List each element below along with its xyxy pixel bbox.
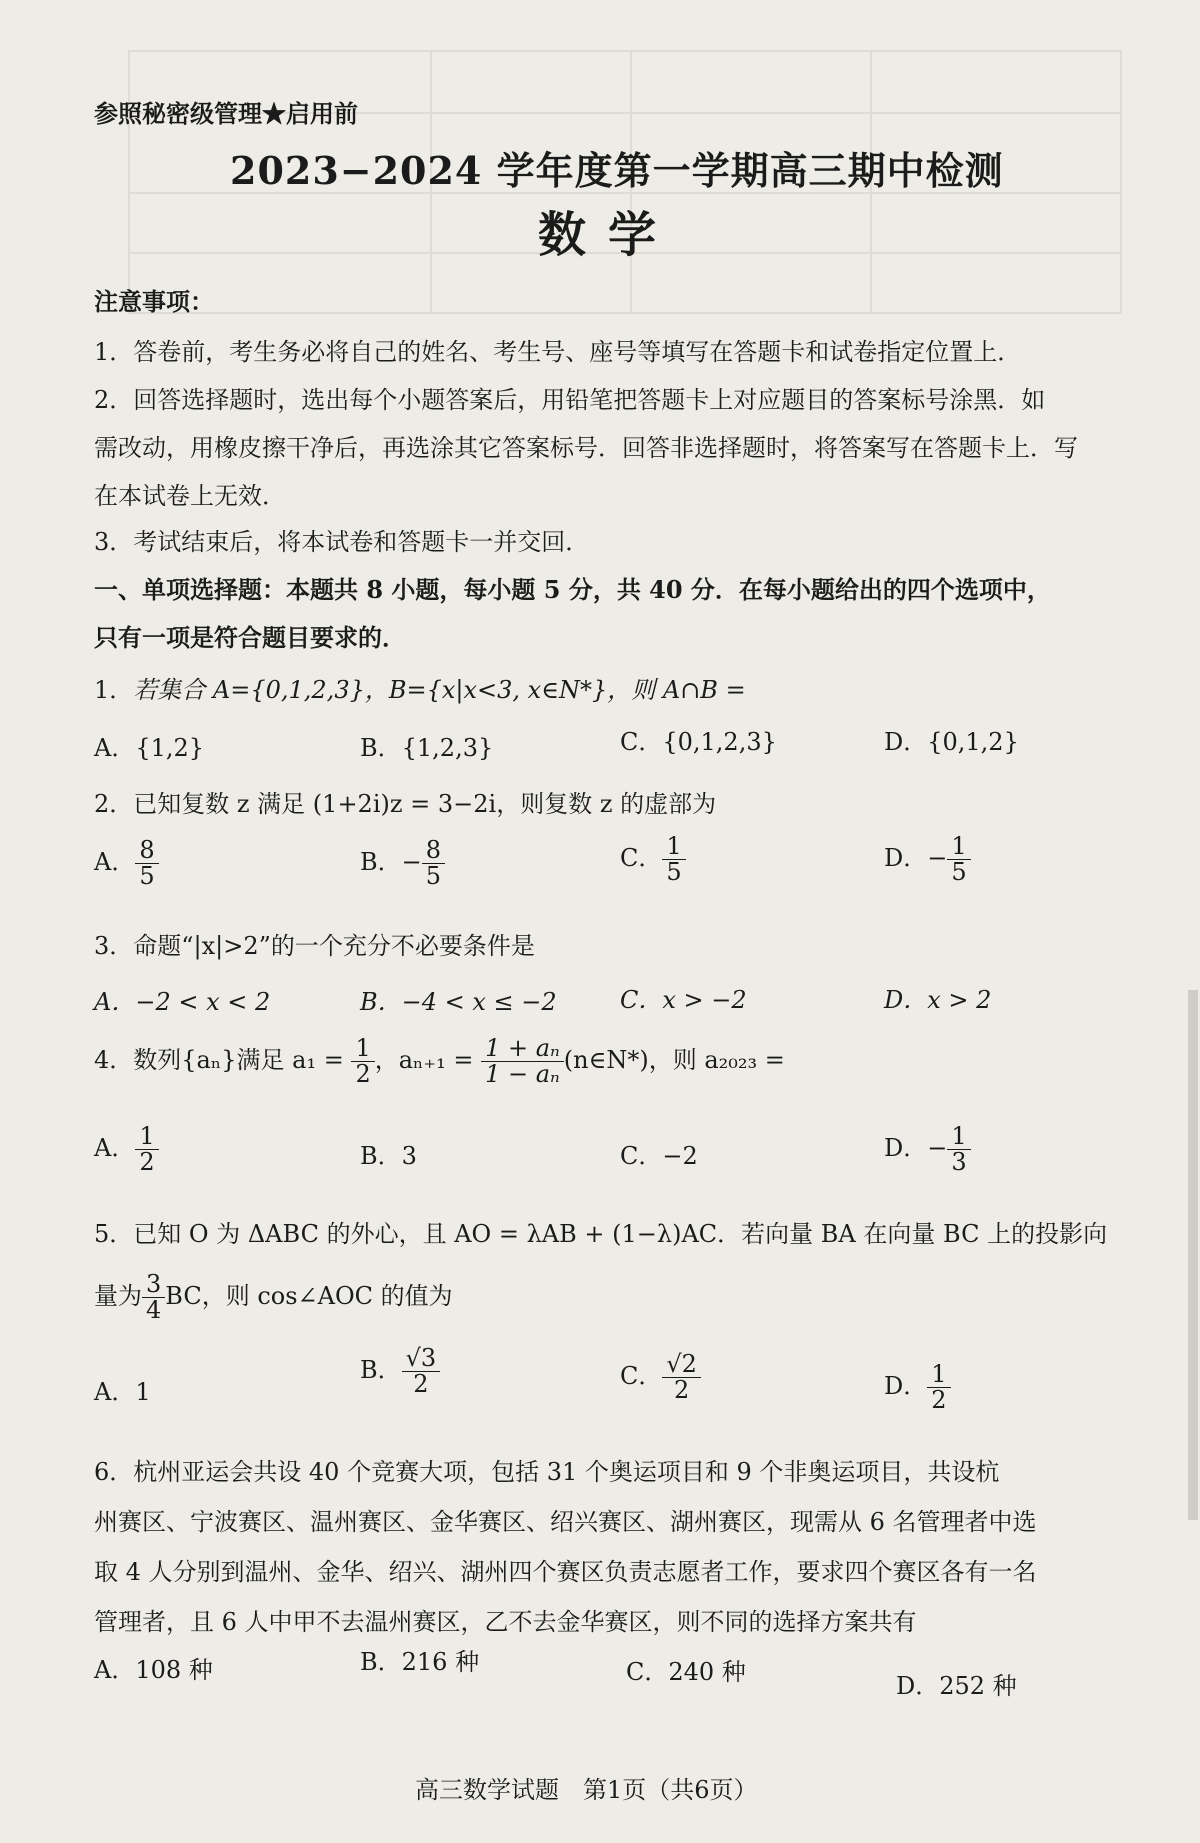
q3-option-a: A．−2 < x < 2: [94, 988, 271, 1016]
question-2: 2．已知复数 z 满足 (1+2i)z = 3−2i，则复数 z 的虚部为: [94, 790, 717, 818]
section-heading: 一、单项选择题：本题共 8 小题，每小题 5 分，共 40 分．在每小题给出的四个选项中，: [94, 575, 1051, 604]
q6-option-c: C．240 种: [626, 1658, 746, 1686]
notice-item: 3．考试结束后，将本试卷和答题卡一并交回．: [94, 528, 590, 556]
question-6: 6．杭州亚运会共设 40 个竞赛大项，包括 31 个奥运项目和 9 个非奥运项目，共设杭: [94, 1458, 1000, 1486]
notice-item: 2．回答选择题时，选出每个小题答案后，用铅笔把答题卡上对应题目的答案标号涂黑．如: [94, 386, 1046, 414]
q3-option-d: D．x > 2: [884, 986, 992, 1014]
subject-title: 数学: [538, 207, 679, 263]
exam-title: 2023−2024 学年度第一学期高三期中检测: [230, 148, 1004, 193]
question-4: 4．数列{aₙ}满足 a₁ = $\frac{1}{2}$ ，aₙ₊₁ = $\frac{\text{1 + aₙ}}{\text{1 − aₙ}}$ (n∈N*)，则 a₂₀₂₃ =: [94, 1034, 785, 1089]
q2-option-b: B．− $\frac{8}{5}$: [360, 838, 445, 889]
notice-item: 需改动，用橡皮擦干净后，再选涂其它答案标号．回答非选择题时，将答案写在答题卡上．写: [94, 434, 1078, 462]
question-6-cont: 取 4 人分别到温州、金华、绍兴、湖州四个赛区负责志愿者工作，要求四个赛区各有一名: [94, 1558, 1037, 1586]
q6-option-a: A．108 种: [94, 1656, 213, 1684]
section-heading-cont: 只有一项是符合题目要求的．: [94, 623, 406, 652]
q4-option-d: D．− $\frac{1}{3}$: [884, 1124, 971, 1175]
question-6-cont: 州赛区、宁波赛区、温州赛区、金华赛区、绍兴赛区、湖州赛区，现需从 6 名管理者中选: [94, 1508, 1037, 1536]
q2-option-c: C． $\frac{1}{5}$: [620, 834, 686, 885]
question-3: 3．命题“|x|>2”的一个充分不必要条件是: [94, 932, 535, 960]
scan-edge-shadow: [1188, 990, 1198, 1520]
q5-option-b: B． $\frac{√3}{2}$: [360, 1346, 440, 1397]
q1-option-b: B．{1,2,3}: [360, 734, 494, 762]
q5-option-d: D． $\frac{1}{2}$: [884, 1362, 951, 1413]
question-1: 1．若集合 A={0,1,2,3}，B={x|x<3, x∈N*}，则 A∩B =: [94, 676, 746, 704]
q5-option-a: A．1: [94, 1378, 151, 1406]
q4-option-b: B．3: [360, 1142, 417, 1170]
q3-option-b: B．−4 < x ≤ −2: [360, 988, 557, 1016]
q3-option-c: C．x > −2: [620, 986, 747, 1014]
question-5: 5．已知 O 为 ΔABC 的外心，且 AO = λAB + (1−λ)AC．若向量 BA 在向量 BC 上的投影向: [94, 1220, 1108, 1248]
confidential-note: 参照秘密级管理★启用前: [94, 99, 358, 128]
notice-item: 在本试卷上无效．: [94, 482, 286, 510]
q4-option-c: C．−2: [620, 1142, 698, 1170]
q5-option-c: C． $\frac{√2}{2}$: [620, 1352, 701, 1403]
q2-option-d: D．− $\frac{1}{5}$: [884, 834, 971, 885]
q6-option-b: B．216 种: [360, 1648, 480, 1676]
notice-heading: 注意事项：: [94, 287, 214, 316]
question-5-cont: 量为 $\frac{3}{4}$ BC，则 cos∠AOC 的值为: [94, 1270, 453, 1325]
notice-item: 1．答卷前，考生务必将自己的姓名、考生号、座号等填写在答题卡和试卷指定位置上．: [94, 338, 1022, 366]
q1-option-d: D．{0,1,2}: [884, 728, 1019, 756]
question-6-cont: 管理者，且 6 人中甲不去温州赛区，乙不去金华赛区，则不同的选择方案共有: [94, 1608, 917, 1636]
q1-option-a: A．{1,2}: [94, 734, 205, 762]
page-footer: 高三数学试题 第1页（共6页）: [415, 1776, 758, 1804]
q2-option-a: A． $\frac{8}{5}$: [94, 838, 159, 889]
q4-option-a: A． $\frac{1}{2}$: [94, 1124, 159, 1175]
q6-option-d: D．252 种: [896, 1672, 1017, 1700]
q1-option-c: C．{0,1,2,3}: [620, 728, 777, 756]
